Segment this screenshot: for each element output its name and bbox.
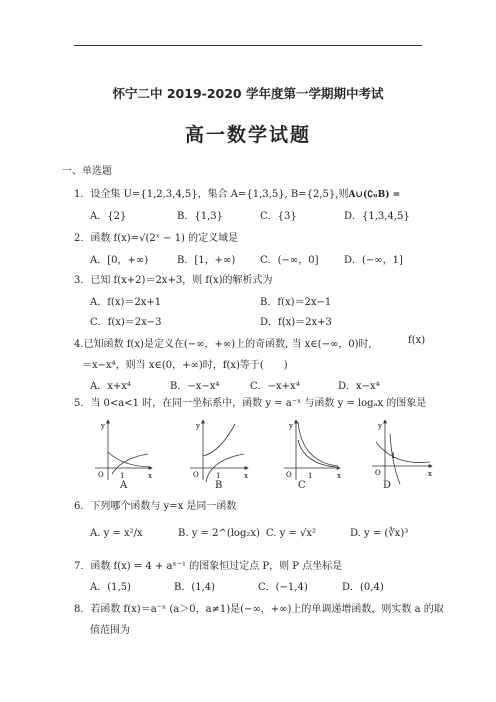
option-b[interactable]: B．(1,4) (174, 582, 216, 593)
graph-b-y-label: y (196, 422, 200, 430)
graph-a-origin: O (98, 471, 104, 479)
question-4: 4.已知函数 f(x)是定义在(−∞，+∞)上的奇函数, 当 x∈(−∞，0)时, (74, 339, 372, 350)
option-b[interactable]: B．[1，+∞) (177, 255, 236, 266)
graph-a-x-label: x (148, 472, 152, 480)
graph-c-y-label: y (289, 422, 293, 430)
graph-b-origin: O (193, 471, 199, 479)
option-d[interactable]: D．{1,3,4,5} (344, 211, 410, 222)
option-b[interactable]: B. y = 2^(log₂x) (178, 528, 260, 539)
option-c[interactable]: C．(−∞，0] (260, 255, 319, 266)
question-2: 2．函数 f(x)=√(2ˣ − 1) 的定义域是 (74, 233, 239, 244)
option-d[interactable]: D．(0,4) (342, 582, 384, 593)
option-c[interactable]: C．(−1,4) (258, 582, 308, 593)
question-5: 5．当 0<a<1 时，在同一坐标系中，函数 y = a⁻ˣ 与函数 y = logₐx 的图象是 (74, 398, 427, 409)
question-8: 8．若函数 f(x)＝a⁻ˣ (a＞0，a≠1)是(−∞，+∞)上的单调递增函数，则实数 a 的取 (74, 604, 444, 615)
section-heading: 一、单选题 (62, 166, 112, 177)
graph-b-caption: B (215, 480, 223, 491)
subject-title: 高一数学试题 (184, 124, 311, 146)
question-1: 1．设全集 U={1,2,3,4,5}，集合 A={1,3,5}, B={2,5},则A∪(∁ᵤB) = (74, 189, 401, 200)
graph-a-caption: A (120, 480, 128, 491)
graph-b-one: 1 (216, 472, 221, 480)
option-d[interactable]: D．f(x)＝2x+3 (260, 317, 332, 328)
question-3-options-row2 (90, 313, 430, 328)
option-a[interactable]: A．{2} (90, 211, 127, 222)
question-1-options (90, 207, 430, 222)
option-a[interactable]: A. y = x²/x (90, 528, 143, 539)
graph-b-x-label: x (244, 472, 248, 480)
question-7: 7．函数 f(x) = 4 + aˣ⁻¹ 的图象恒过定点 P，则 P 点坐标是 (74, 561, 343, 572)
option-d[interactable]: D．(−∞，1] (344, 255, 403, 266)
option-c[interactable]: C．{3} (260, 211, 297, 222)
graph-a-y-label: y (101, 422, 105, 430)
question-4-options (90, 377, 430, 392)
option-b[interactable]: B．{1,3} (177, 211, 223, 222)
graph-d-caption: D (383, 480, 392, 491)
question-4-line2: ＝x−x⁴，则当 x∈(0，+∞)时，f(x)等于( ) (82, 360, 288, 371)
option-a[interactable]: A．(1,5) (90, 582, 131, 593)
option-c[interactable]: C．f(x)＝2x−3 (90, 317, 162, 328)
top-rule (74, 45, 422, 46)
option-a[interactable]: A．[0，+∞) (90, 255, 149, 266)
question-3-options-row1 (90, 293, 430, 308)
graph-d-one: 1 (391, 452, 396, 460)
option-b[interactable]: B．f(x)＝2x−1 (260, 297, 332, 308)
question-4-fx: f(x) (408, 335, 426, 346)
graph-c-x-label: x (337, 472, 341, 480)
graph-c-caption: C (298, 480, 306, 491)
graph-c-origin: O (286, 471, 292, 479)
graph-d-origin: O (375, 469, 381, 477)
question-6-options (90, 528, 430, 539)
question-3: 3．已知 f(x+2)＝2x+3，则 f(x)的解析式为 (74, 275, 273, 286)
option-d[interactable]: D．x−x⁴ (338, 381, 380, 392)
option-c[interactable]: C. y = √x² (266, 528, 317, 539)
graph-c-one: 1 (308, 472, 313, 480)
option-a[interactable]: A．x+x⁴ (90, 381, 131, 392)
option-c[interactable]: C．−x+x⁴ (250, 381, 300, 392)
option-d[interactable]: D. y = (∛x)³ (350, 528, 409, 539)
question-6: 6．下列哪个函数与 y=x 是同一函数 (74, 501, 237, 512)
graph-d-y-label: y (378, 422, 382, 430)
option-a[interactable]: A．f(x)＝2x+1 (90, 297, 162, 308)
option-b[interactable]: B．−x−x⁴ (170, 381, 220, 392)
school-title: 怀宁二中 2019-2020 学年度第一学期期中考试 (112, 86, 384, 101)
graph-a-one: 1 (120, 472, 125, 480)
question-5-graphs (0, 412, 496, 492)
question-2-options (90, 251, 430, 266)
question-8-line2: 值范围为 (90, 625, 130, 636)
question-7-options (90, 578, 430, 593)
graph-d-x-label: x (428, 470, 432, 478)
